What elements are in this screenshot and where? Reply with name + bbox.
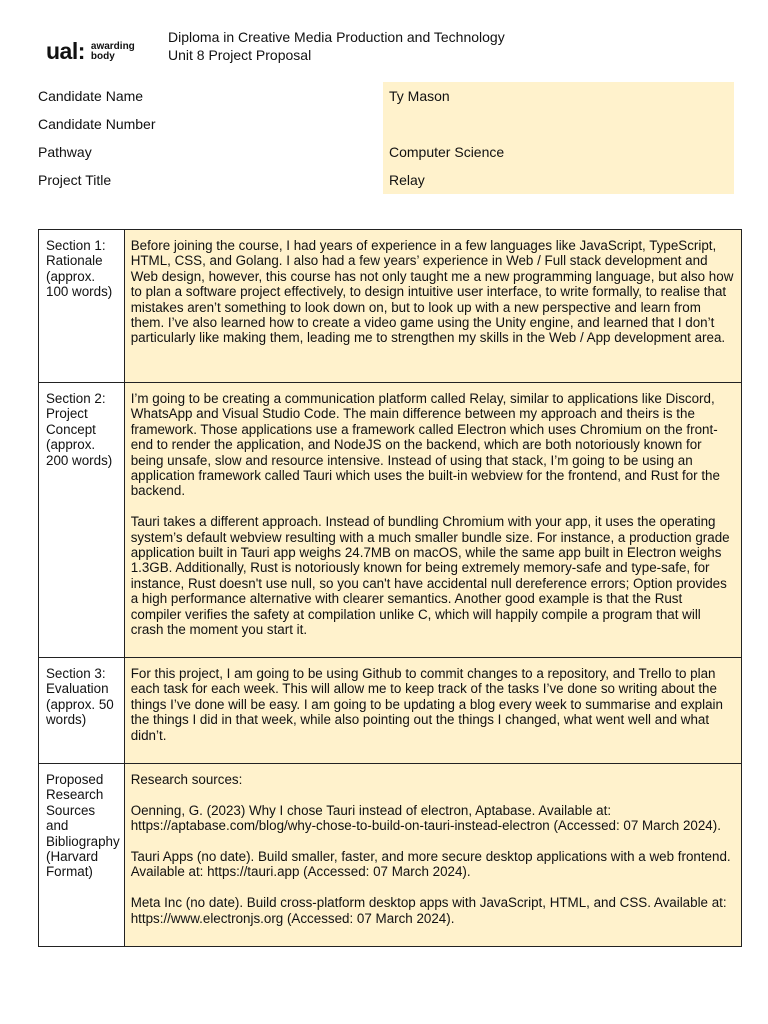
- section-2-paragraph-1: I’m going to be creating a communication platform called Relay, similar to applications like Discord, WhatsApp and Visual Studio Code. The main difference between my approach and theirs is the framework. Those applications use a framework called Electron which uses Chromium on the front-end to render the application, and NodeJS on the backend, which are both notoriously known for being unsafe, slow and resource intensive. Instead of using that stack, I’m going to be using an application framework called Tauri which uses the built-in webview for the frontend, and Rust for the backend.: [130, 391, 720, 499]
- candidate-number-value: [383, 110, 734, 138]
- document-header: [168, 28, 505, 64]
- section-2-label: Section 2: Project Concept (approx. 200 words): [39, 383, 125, 658]
- unit-title: Unit 8 Project Proposal: [168, 47, 312, 63]
- logo-wordmark: ual:: [46, 38, 85, 64]
- diploma-title: Diploma in Creative Media Production and Technology: [168, 29, 505, 45]
- project-title-label: Project Title: [38, 172, 112, 188]
- section-1-paragraph: Before joining the course, I had years of experience in a few languages like JavaScript, TypeScript, HTML, CSS, and Golang. I also had a few years’ experience in Web / Full stack development and Web design, however, this course has not only taught me a new programming language, but also how to plan a software project effectively, to design intuitive user interface, to write formally, to realise that mistakes aren’t something to look down on, but to look up with a new perspective and learn from them. I’ve also learned how to create a video game using the Unity engine, and learned that I don’t particularly like making them, leading me to strengthen my skills in the Web / App development area.: [130, 238, 734, 346]
- logo-subtitle: [91, 42, 135, 62]
- pathway-row: [38, 138, 734, 166]
- project-title-row: [38, 166, 734, 194]
- bibliography-label: Proposed Research Sources and Bibliography (Harvard Format): [39, 764, 125, 947]
- candidate-number-label: Candidate Number: [38, 116, 156, 132]
- bibliography-entry-3: Meta Inc (no date). Build cross-platform desktop apps with JavaScript, HTML, and CSS. Available at: https://www.electronjs.org (Accessed: 07 March 2024).: [130, 895, 727, 926]
- section-2-content: [124, 383, 741, 658]
- logo-subtitle-line2: body: [90, 51, 115, 62]
- ual-logo: [46, 40, 135, 63]
- proposal-table: [38, 229, 742, 947]
- section-1-content: [124, 230, 741, 383]
- pathway-value: Computer Science: [383, 138, 734, 166]
- project-title-value: Relay: [383, 166, 734, 194]
- section-3-label: Section 3: Evaluation (approx. 50 words): [39, 658, 125, 764]
- section-3-paragraph: For this project, I am going to be using Github to commit changes to a repository, and Trello to plan each task for each week. This will allow me to keep track of the tasks I’ve done so writing about the things I’ve done will be easy. I am going to be updating a blog every week to summarise and explain the things I did in that week, while also pointing out the things I changed, what went well and what didn’t.: [130, 666, 723, 743]
- section-1-row: [39, 230, 742, 383]
- bibliography-entry-1: Oenning, G. (2023) Why I chose Tauri instead of electron, Aptabase. Available at: https://aptabase.com/blog/why-chose-to-build-on-tauri-instead-electron (Accessed: 07 March 2024).: [130, 802, 721, 834]
- candidate-number-row: [38, 110, 734, 138]
- candidate-details: [38, 82, 734, 194]
- bibliography-row: [39, 764, 742, 947]
- candidate-name-label: Candidate Name: [38, 88, 144, 104]
- bibliography-entry-2: Tauri Apps (no date). Build smaller, faster, and more secure desktop applications with a web frontend. Available at: https://tauri.app (Accessed: 07 March 2024).: [130, 849, 731, 880]
- section-3-content: [124, 658, 741, 764]
- section-3-row: [39, 658, 742, 764]
- logo-subtitle-line1: awarding: [90, 41, 135, 52]
- section-2-row: [39, 383, 742, 658]
- candidate-name-row: [38, 82, 734, 110]
- pathway-label: Pathway: [38, 144, 92, 160]
- section-1-label: Section 1: Rationale (approx. 100 words): [39, 230, 125, 383]
- candidate-name-value: Ty Mason: [383, 82, 734, 110]
- section-2-paragraph-2: Tauri takes a different approach. Instead of bundling Chromium with your app, it uses the operating system’s default webview resulting with a much smaller bundle size. For instance, a production grade application built in Tauri app weighs 24.7MB on macOS, while the same app built in Electron weighs 1.3GB. Additionally, Rust is notoriously known for being extremely memory-safe and type-safe, for instance, Rust doesn't use null, so you can't have accidental null dereference errors; Option provides a high performance alternative with clearer semantics. Another good example is that the Rust compiler verifies the safety at compilation unlike C, which will happily compile a program that will crash the moment you start it.: [130, 514, 730, 638]
- research-sources-heading: Research sources:: [130, 772, 243, 787]
- bibliography-content: [124, 764, 741, 947]
